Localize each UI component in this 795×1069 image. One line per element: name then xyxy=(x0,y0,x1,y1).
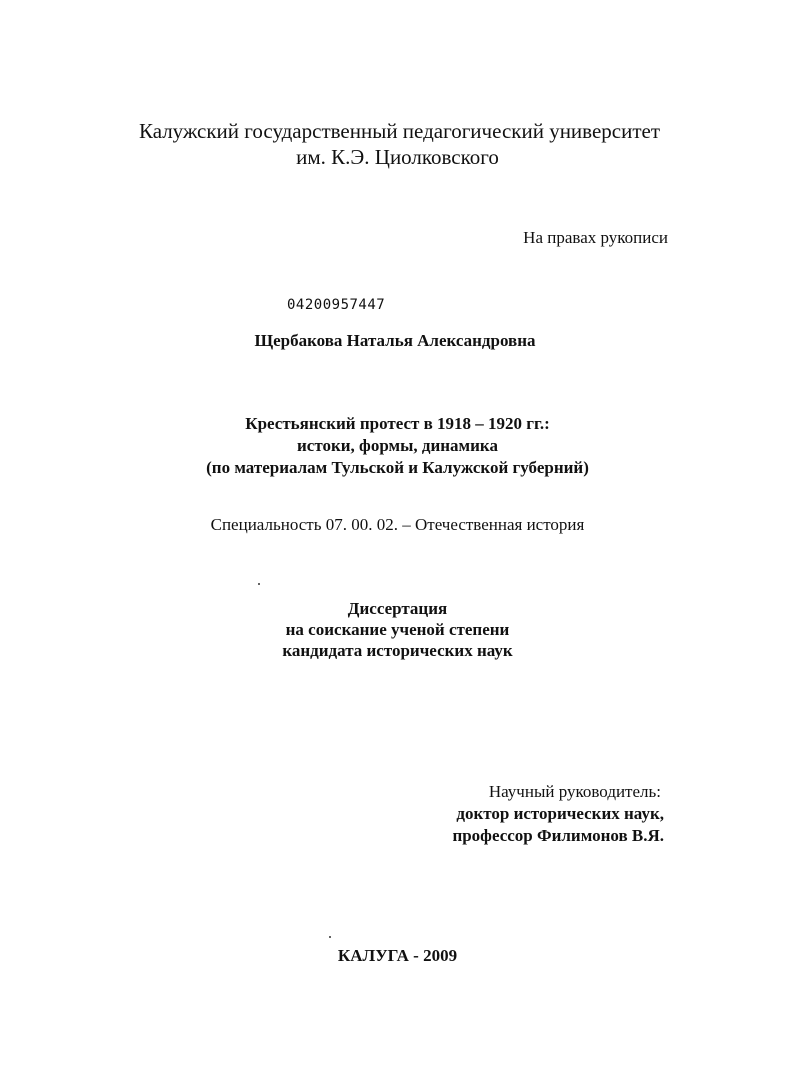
university-name: Калужский государственный педагогический университет xyxy=(138,119,661,143)
supervisor-label: Научный руководитель: xyxy=(488,782,661,801)
university-honorific: им. К.Э. Циолковского xyxy=(296,145,499,169)
thesis-title-line-2: истоки, формы, динамика xyxy=(297,436,498,455)
manuscript-rights-note: На правах рукописи xyxy=(523,228,668,247)
thesis-title-line-3: (по материалам Тульской и Калужской губерний) xyxy=(206,458,589,477)
supervisor-name: профессор Филимонов В.Я. xyxy=(452,826,664,845)
scan-speck xyxy=(329,936,331,938)
supervisor-degree: доктор исторических наук, xyxy=(456,804,664,823)
scan-speck xyxy=(258,583,260,585)
dissertation-heading: Диссертация xyxy=(347,599,448,618)
registration-code: 04200957447 xyxy=(287,297,386,313)
dissertation-degree: кандидата исторических наук xyxy=(282,641,513,660)
specialty: Специальность 07. 00. 02. – Отечественная история xyxy=(210,515,585,534)
dissertation-purpose: на соискание ученой степени xyxy=(285,620,510,639)
thesis-title-line-1: Крестьянский протест в 1918 – 1920 гг.: xyxy=(245,414,550,433)
author-name: Щербакова Наталья Александровна xyxy=(254,331,536,350)
city-year: КАЛУГА - 2009 xyxy=(337,946,458,965)
